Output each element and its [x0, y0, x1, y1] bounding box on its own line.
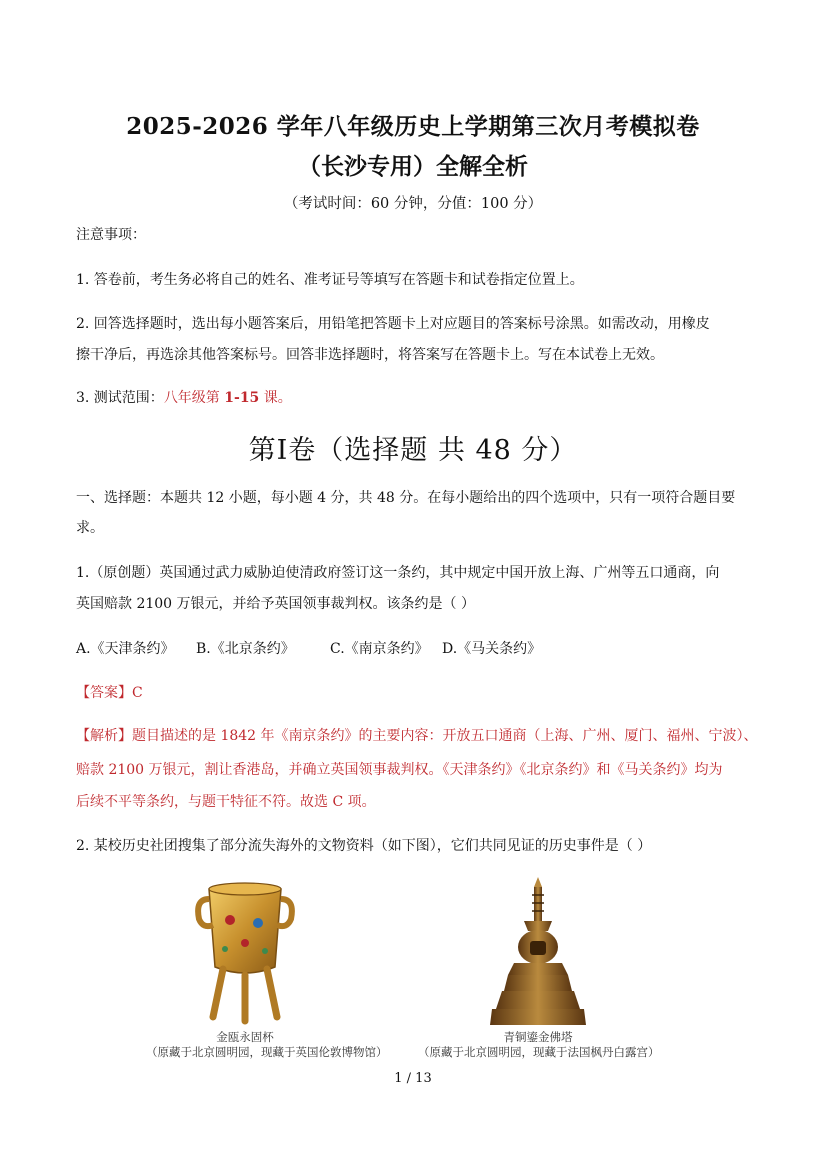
notes-item-2-line-2: 擦干净后，再选涂其他答案标号。回答非选择题时，将答案写在答题卡上。写在本试卷上无效。 — [76, 347, 664, 363]
question-2-stem: 2. 某校历史社团搜集了部分流失海外的文物资料（如下图），它们共同见证的历史事件是（ ） — [76, 838, 652, 854]
section-intro-line-2: 求。 — [76, 520, 104, 536]
option-b: B.《北京条约》 — [196, 641, 295, 657]
test-scope-a: 八年级第 — [163, 390, 225, 406]
notes-item-3 — [76, 388, 292, 408]
figure-2-caption-name: 青铜鎏金佛塔 — [503, 1030, 573, 1044]
question-1-stem-line-2: 英国赔款 2100 万银元，并给予英国领事裁判权。该条约是（ ） — [76, 596, 475, 612]
option-c: C.《南京条约》 — [330, 641, 429, 657]
option-d: D.《马关条约》 — [442, 641, 542, 657]
notes-heading: 注意事项： — [76, 227, 146, 243]
exam-subtitle: （长沙专用）全解全析 — [298, 153, 528, 180]
section-title: 第Ⅰ卷（选择题 共 48 分） — [248, 435, 578, 466]
figure-1-caption-name: 金瓯永固杯 — [216, 1030, 274, 1044]
figure-2-caption-note: （原藏于北京圆明园，现藏于法国枫丹白露宫） — [418, 1045, 660, 1059]
notes-item-1: 1. 答卷前，考生务必将自己的姓名、准考证号等填写在答题卡和试卷指定位置上。 — [76, 272, 584, 288]
exam-time-score: （考试时间：60 分钟，分值：100 分） — [283, 196, 543, 212]
analysis-1-line-2: 赔款 2100 万银元，割让香港岛，并确立英国领事裁判权。《天津条约》《北京条约》和《马关条约》均为 — [76, 762, 723, 778]
question-1-stem-line-1: 1.（原创题）英国通过武力威胁迫使清政府签订这一条约，其中规定中国开放上海、广州等五口通商，向 — [76, 565, 720, 581]
test-scope-c: 课。 — [259, 390, 292, 406]
section-intro-line-1: 一、选择题：本题共 12 小题，每小题 4 分，共 48 分。在每小题给出的四个选项中，只有一项符合题目要 — [76, 490, 736, 506]
golden-cup-image — [195, 875, 295, 1025]
bronze-stupa-image — [488, 875, 588, 1030]
test-scope-b: 1-15 — [224, 390, 260, 406]
answer-1: 【答案】C — [76, 685, 143, 701]
option-a: A.《天津条约》 — [76, 641, 175, 657]
page-number: 1 / 13 — [394, 1071, 432, 1086]
notes-item-3-prefix: 3. 测试范围： — [76, 390, 164, 406]
analysis-1-line-1: 【解析】题目描述的是 1842 年《南京条约》的主要内容：开放五口通商（上海、广州、厦门、福州、宁波）、 — [76, 728, 758, 744]
analysis-1-line-3: 后续不平等条约，与题干特征不符。故选 C 项。 — [76, 794, 376, 810]
figure-1-caption-note: （原藏于北京圆明园，现藏于英国伦敦博物馆） — [146, 1045, 388, 1059]
exam-title: 2025-2026 学年八年级历史上学期第三次月考模拟卷 — [126, 113, 700, 140]
notes-item-2-line-1: 2. 回答选择题时，选出每小题答案后，用铅笔把答题卡上对应题目的答案标号涂黑。如需改动，用橡皮 — [76, 316, 710, 332]
